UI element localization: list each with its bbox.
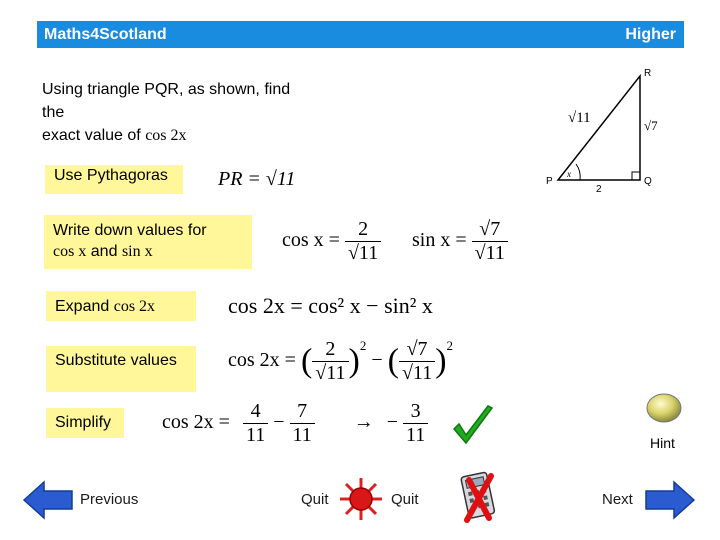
sub-paren-close-1: ) xyxy=(348,342,360,380)
step-write-values[interactable] xyxy=(44,215,252,269)
hint-button[interactable] xyxy=(640,390,690,454)
hint-label: Hint xyxy=(650,435,675,451)
simp-den-3: 11 xyxy=(406,424,426,446)
previous-label: Previous xyxy=(80,491,139,508)
expand-formula: cos 2x = cos² x − sin² x xyxy=(228,293,433,318)
sub-num-2: √7 xyxy=(399,338,435,362)
question-expression: cos 2x xyxy=(145,127,187,144)
question-line-3 xyxy=(42,124,342,147)
simp-lhs: cos 2x = xyxy=(162,411,230,434)
sub-fraction-1 xyxy=(312,338,348,385)
sub-paren-open-1: ( xyxy=(300,342,313,380)
question-text xyxy=(42,78,342,147)
sub-den-1: √11 xyxy=(315,362,346,384)
vertex-p-label: P xyxy=(546,176,553,187)
simplified-formula xyxy=(162,400,428,447)
step-simplify-label: Simplify xyxy=(55,414,112,431)
simp-num-3: 3 xyxy=(403,400,428,424)
simp-fraction-2 xyxy=(290,400,315,447)
quit-button-right[interactable] xyxy=(388,488,424,510)
cos-x-lhs: cos x = xyxy=(282,229,340,252)
side-rq-label: √7 xyxy=(644,118,658,133)
step-substitute-label: Substitute values xyxy=(55,352,177,369)
step-substitute[interactable] xyxy=(46,346,196,392)
check-icon xyxy=(450,403,496,449)
step-write-values-label: Write down values for xyxy=(53,222,207,239)
sub-den-2: √11 xyxy=(401,362,433,384)
step-expand[interactable] xyxy=(46,291,196,321)
sub-fraction-2 xyxy=(399,338,435,385)
simp-arrow: → xyxy=(353,411,374,434)
sub-exp-1: 2 xyxy=(359,338,367,353)
next-label: Next xyxy=(602,491,633,508)
pr-result: PR = √11 xyxy=(218,168,296,190)
hyp-label: √11 xyxy=(568,110,591,126)
sin-x-lhs: sin x = xyxy=(412,229,467,252)
simp-num-1: 4 xyxy=(243,400,268,424)
sub-exp-2: 2 xyxy=(446,338,454,353)
next-button[interactable] xyxy=(598,480,698,520)
sub-lhs: cos 2x = xyxy=(228,349,296,372)
cos-x-numerator: 2 xyxy=(345,218,381,242)
substituted-formula xyxy=(228,338,453,385)
cos-x-denominator: √11 xyxy=(347,242,379,264)
triangle-shape xyxy=(558,76,640,180)
simp-den-1: 11 xyxy=(245,424,266,446)
level-title: Higher xyxy=(625,26,676,43)
arrow-left-icon xyxy=(22,480,74,520)
simp-minus: − xyxy=(273,411,285,434)
step-use-pythagoras-label: Use Pythagoras xyxy=(54,167,168,184)
simp-num-2: 7 xyxy=(290,400,315,424)
angle-x-label: x xyxy=(567,169,571,179)
question-line-1: Using triangle PQR, as shown, find xyxy=(42,81,291,98)
quit-label-left: Quit xyxy=(301,491,329,508)
quit-label-right: Quit xyxy=(391,491,419,508)
sin-x-value xyxy=(412,218,508,265)
simp-den-2: 11 xyxy=(292,424,312,446)
simp-neg: − xyxy=(386,411,399,434)
cos-x-fraction xyxy=(345,218,381,265)
vertex-r-label: R xyxy=(644,68,652,79)
step-simplify[interactable] xyxy=(46,408,124,438)
step-expand-expr: cos 2x xyxy=(113,298,156,315)
step-expand-label: Expand xyxy=(55,298,110,315)
sin-x-denominator: √11 xyxy=(474,242,505,264)
quit-stop-icon[interactable] xyxy=(338,476,384,522)
and-label: and xyxy=(90,243,118,260)
triangle-diagram xyxy=(540,62,680,197)
vertex-q-label: Q xyxy=(644,176,652,187)
cos-x-value xyxy=(282,218,381,265)
sin-x-expr: sin x xyxy=(121,243,153,260)
hint-bulb-icon xyxy=(644,390,686,426)
question-line-3-prefix: exact value of xyxy=(42,127,141,144)
step-write-values-expr xyxy=(53,241,252,262)
quit-button-left[interactable] xyxy=(298,488,334,510)
simp-fraction-3 xyxy=(403,400,428,447)
sub-minus: − xyxy=(371,349,383,372)
brand-title: Maths4Scotland xyxy=(44,26,167,43)
cos-x-expr: cos x xyxy=(53,243,87,260)
sub-paren-close-2: ) xyxy=(435,342,447,380)
sin-x-numerator: √7 xyxy=(472,218,508,242)
previous-button[interactable] xyxy=(22,480,147,520)
sin-x-fraction xyxy=(472,218,508,265)
simp-fraction-1 xyxy=(243,400,268,447)
sub-num-1: 2 xyxy=(312,338,348,362)
question-line-2: the xyxy=(42,104,65,121)
step-use-pythagoras[interactable] xyxy=(45,165,183,194)
sub-paren-open-2: ( xyxy=(387,342,399,380)
side-pq-label: 2 xyxy=(596,184,602,195)
calculator-cross-icon xyxy=(455,468,503,524)
header-bar xyxy=(37,21,684,48)
arrow-right-icon xyxy=(644,480,696,520)
